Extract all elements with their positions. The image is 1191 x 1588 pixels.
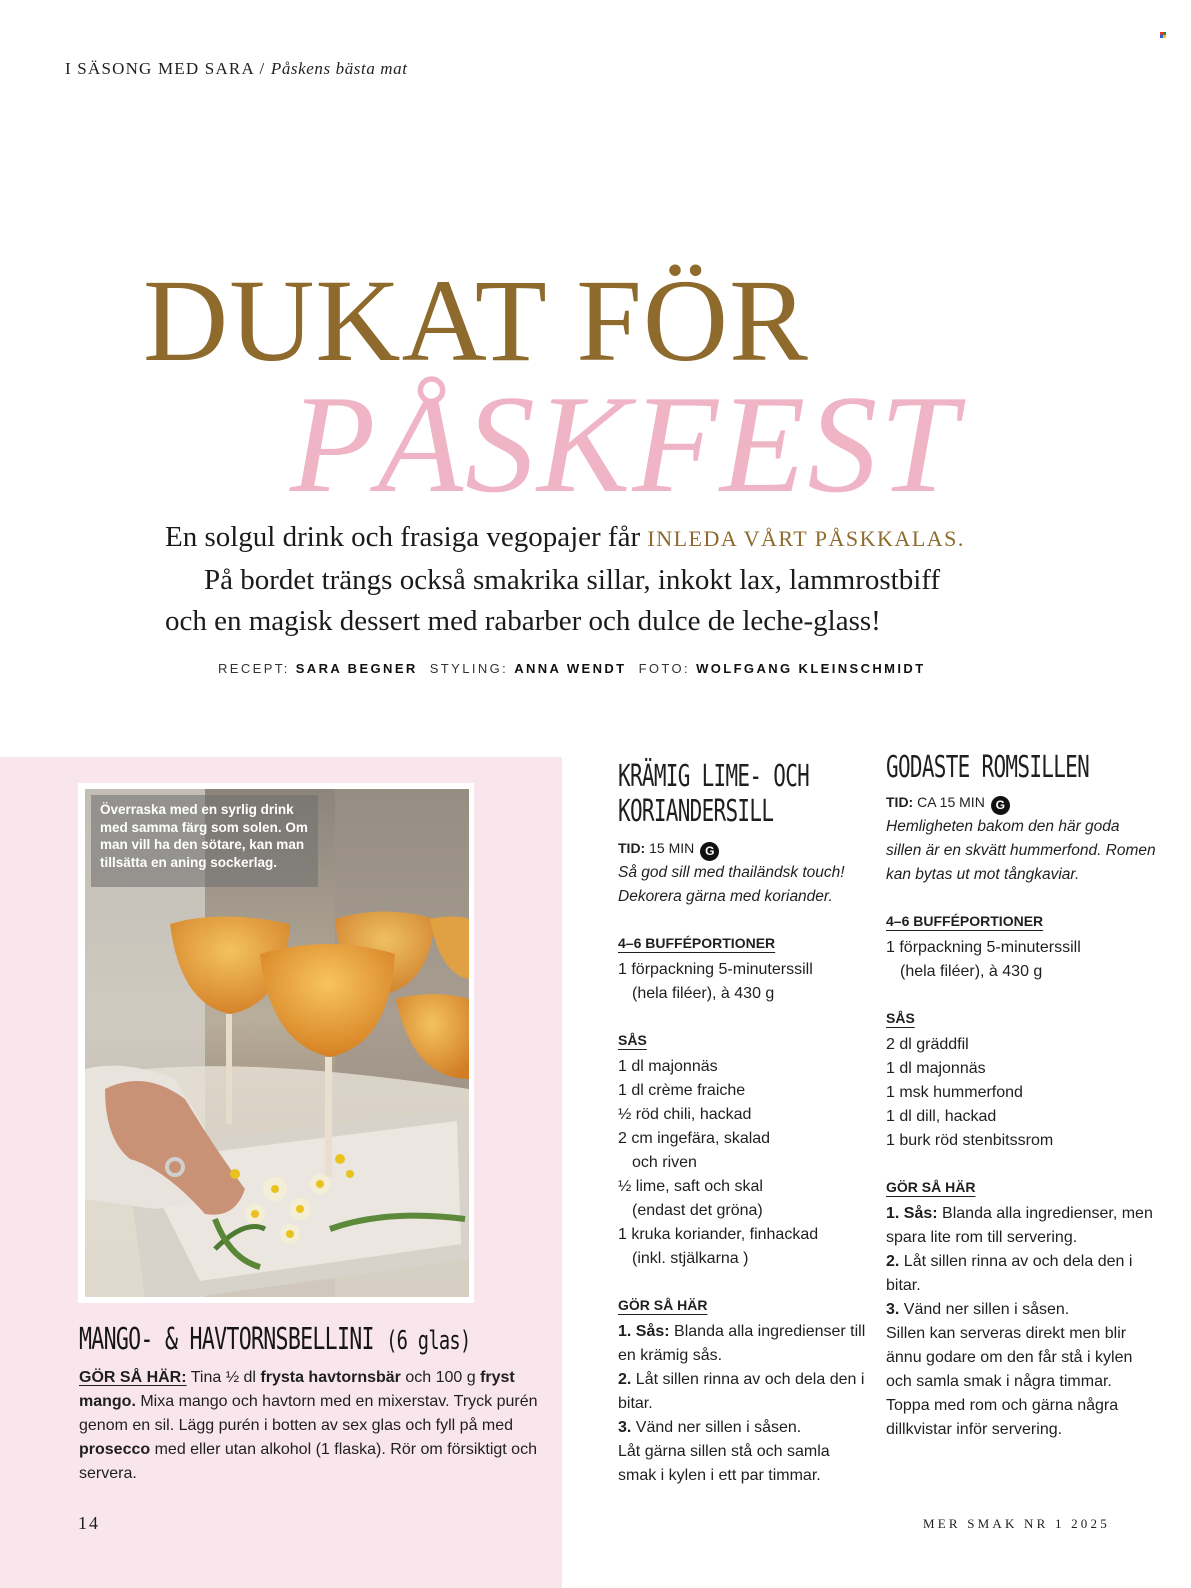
step-number: 2. xyxy=(886,1253,900,1271)
list-item: 1 kruka koriander, finhackad xyxy=(618,1226,819,1244)
list-item: 1 förpackning 5-minuterssill xyxy=(886,939,1081,957)
step-text: Vänd ner sillen i såsen. xyxy=(631,1419,802,1437)
headline-line-1: DUKAT FÖR xyxy=(143,255,809,386)
recipe-time xyxy=(886,792,1156,815)
drink-ingredient-highlight: fryst mango. xyxy=(79,1369,515,1410)
list-item: (endast det gröna) xyxy=(632,1202,763,1220)
recipe-title xyxy=(618,759,810,829)
color-registration-mark xyxy=(1160,32,1166,38)
list-item: 1 msk hummerfond xyxy=(886,1084,1023,1102)
header-separator: / xyxy=(254,59,271,78)
intro-text: En solgul drink och frasiga vegopajer får xyxy=(165,521,648,553)
step xyxy=(618,1368,868,1416)
magazine-issue: MER SMAK NR 1 2025 xyxy=(923,1516,1110,1531)
list-item: (hela filéer), à 430 g xyxy=(900,963,1043,981)
method-label: GÖR SÅ HÄR xyxy=(618,1297,708,1314)
recipe-title-line: KRÄMIG LIME- OCH xyxy=(618,759,810,794)
step-note: Låt gärna sillen stå och samla smak i kylen i ett par timmar. xyxy=(618,1443,830,1485)
page-number: 14 xyxy=(78,1513,100,1533)
drink-text-part: Tina ½ dl xyxy=(186,1369,261,1386)
credit-recipe-label: RECEPT: xyxy=(218,661,290,676)
credit-photo-label: FOTO: xyxy=(638,661,691,676)
intro-highlight: INLEDA VÅRT PÅSKKALAS. xyxy=(647,526,965,551)
credit-styling-name: ANNA WENDT xyxy=(514,661,627,676)
drink-method xyxy=(79,1366,539,1486)
list-item: (inkl. stjälkarna ) xyxy=(632,1250,749,1268)
list-item: och riven xyxy=(632,1154,697,1172)
list-item: 1 dl dill, hackad xyxy=(886,1108,997,1126)
list-item: (hela filéer), à 430 g xyxy=(632,985,775,1003)
method-steps xyxy=(886,1202,1156,1442)
time-label: TID: xyxy=(618,840,646,856)
sauce-ingredients xyxy=(618,1055,868,1271)
recipe-title-line: KORIANDERSILL xyxy=(618,793,774,829)
section-header xyxy=(65,59,408,79)
base-ingredients xyxy=(618,958,868,1006)
base-ingredients xyxy=(886,936,1156,984)
step-text: Vänd ner sillen i såsen. xyxy=(899,1301,1070,1319)
drink-servings: (6 glas) xyxy=(386,1326,471,1356)
recipe-godaste-romsillen xyxy=(886,751,1156,1442)
recipe-lime-koriandersill xyxy=(618,760,868,1488)
drink-ingredient-highlight: prosecco xyxy=(79,1441,151,1458)
intro-line-3: och en magisk dessert med rabarber och dulce de leche-glass! xyxy=(165,605,881,637)
credit-styling-label: STYLING: xyxy=(429,661,509,676)
drink-ingredient-highlight: frysta havtornsbär xyxy=(260,1369,401,1386)
drink-text-part: Mixa mango och havtorn med en mixerstav. Tryck purén genom en sil. Lägg purén i botten av sex glas och fyll på med xyxy=(79,1393,538,1434)
list-item: 2 dl gräddfil xyxy=(886,1036,969,1054)
time-value: 15 MIN xyxy=(645,840,695,856)
drink-text-part: med eller utan alkohol (1 flaska). Rör om försiktigt och servera. xyxy=(79,1441,537,1482)
list-item: 1 dl majonnäs xyxy=(618,1058,718,1076)
portions-label: 4–6 BUFFÉPORTIONER xyxy=(618,935,776,952)
step-number: 3. xyxy=(618,1419,632,1437)
time-value: CA 15 MIN xyxy=(913,794,985,810)
recipe-time xyxy=(618,838,868,861)
gluten-free-badge: G xyxy=(700,842,719,861)
step xyxy=(886,1250,1156,1298)
intro-line-1 xyxy=(165,520,965,555)
step xyxy=(886,1202,1156,1250)
method-steps xyxy=(618,1320,868,1488)
list-item: 1 dl majonnäs xyxy=(886,1060,986,1078)
step-number: 1. Sås: xyxy=(618,1323,670,1341)
list-item: 2 cm ingefära, skalad xyxy=(618,1130,771,1148)
sauce-ingredients xyxy=(886,1033,1156,1153)
step xyxy=(618,1320,868,1368)
credit-recipe-name: SARA BEGNER xyxy=(295,661,418,676)
sauce-label: SÅS xyxy=(618,1032,647,1049)
sauce-label: SÅS xyxy=(886,1010,915,1027)
headline-line-2: PÅSKFEST xyxy=(290,367,960,522)
drink-name: MANGO- & HAVTORNSBELLINI xyxy=(79,1322,374,1357)
drink-text-part: och 100 g xyxy=(400,1369,481,1386)
credits xyxy=(218,661,926,676)
step-number: 3. xyxy=(886,1301,900,1319)
step xyxy=(618,1416,868,1440)
portions-label: 4–6 BUFFÉPORTIONER xyxy=(886,913,1044,930)
step-text: Låt sillen rinna av och dela den i bitar. xyxy=(886,1253,1133,1295)
step-text: Blanda alla ingredienser till en krämig sås. xyxy=(618,1323,866,1365)
photo-caption: Överraska med en syrlig drink med samma färg som solen. Om man vill ha den sötare, kan man tillsätta en aning sockerlag. xyxy=(91,795,318,887)
step-text: Blanda alla ingredienser, men spara lite rom till servering. xyxy=(886,1205,1153,1247)
step-note: Sillen kan serveras direkt men blir ännu godare om den får stå i kylen och samla smak i några timmar. Toppa med rom och gärna några dillkvistar inför servering. xyxy=(886,1325,1133,1439)
drink-method-label: GÖR SÅ HÄR: xyxy=(79,1369,187,1386)
list-item: 1 dl crème fraiche xyxy=(618,1082,746,1100)
step-number: 1. Sås: xyxy=(886,1205,938,1223)
intro-line-2: På bordet trängs också smakrika sillar, inkokt lax, lammrostbiff xyxy=(204,564,941,596)
step xyxy=(886,1298,1156,1322)
list-item: 1 burk röd stenbitssrom xyxy=(886,1132,1054,1150)
credit-photo-name: WOLFGANG KLEINSCHMIDT xyxy=(696,661,926,676)
list-item: ½ lime, saft och skal xyxy=(618,1178,763,1196)
subsection-name: Påskens bästa mat xyxy=(270,59,408,78)
recipe-intro: Hemligheten bakom den här goda sillen är en skvätt hummerfond. Romen kan bytas ut mot tångkaviar. xyxy=(886,818,1156,884)
recipe-title: GODASTE ROMSILLEN xyxy=(886,750,1090,785)
step-text: Låt sillen rinna av och dela den i bitar. xyxy=(618,1371,865,1413)
step-number: 2. xyxy=(618,1371,632,1389)
method-label: GÖR SÅ HÄR xyxy=(886,1179,976,1196)
gluten-free-badge: G xyxy=(991,796,1010,815)
list-item: ½ röd chili, hackad xyxy=(618,1106,752,1124)
recipe-intro: Så god sill med thailändsk touch! Dekorera gärna med koriander. xyxy=(618,864,845,906)
drink-title xyxy=(79,1322,471,1357)
section-name: I SÄSONG MED SARA xyxy=(65,59,255,78)
list-item: 1 förpackning 5-minuterssill xyxy=(618,961,813,979)
time-label: TID: xyxy=(886,794,914,810)
